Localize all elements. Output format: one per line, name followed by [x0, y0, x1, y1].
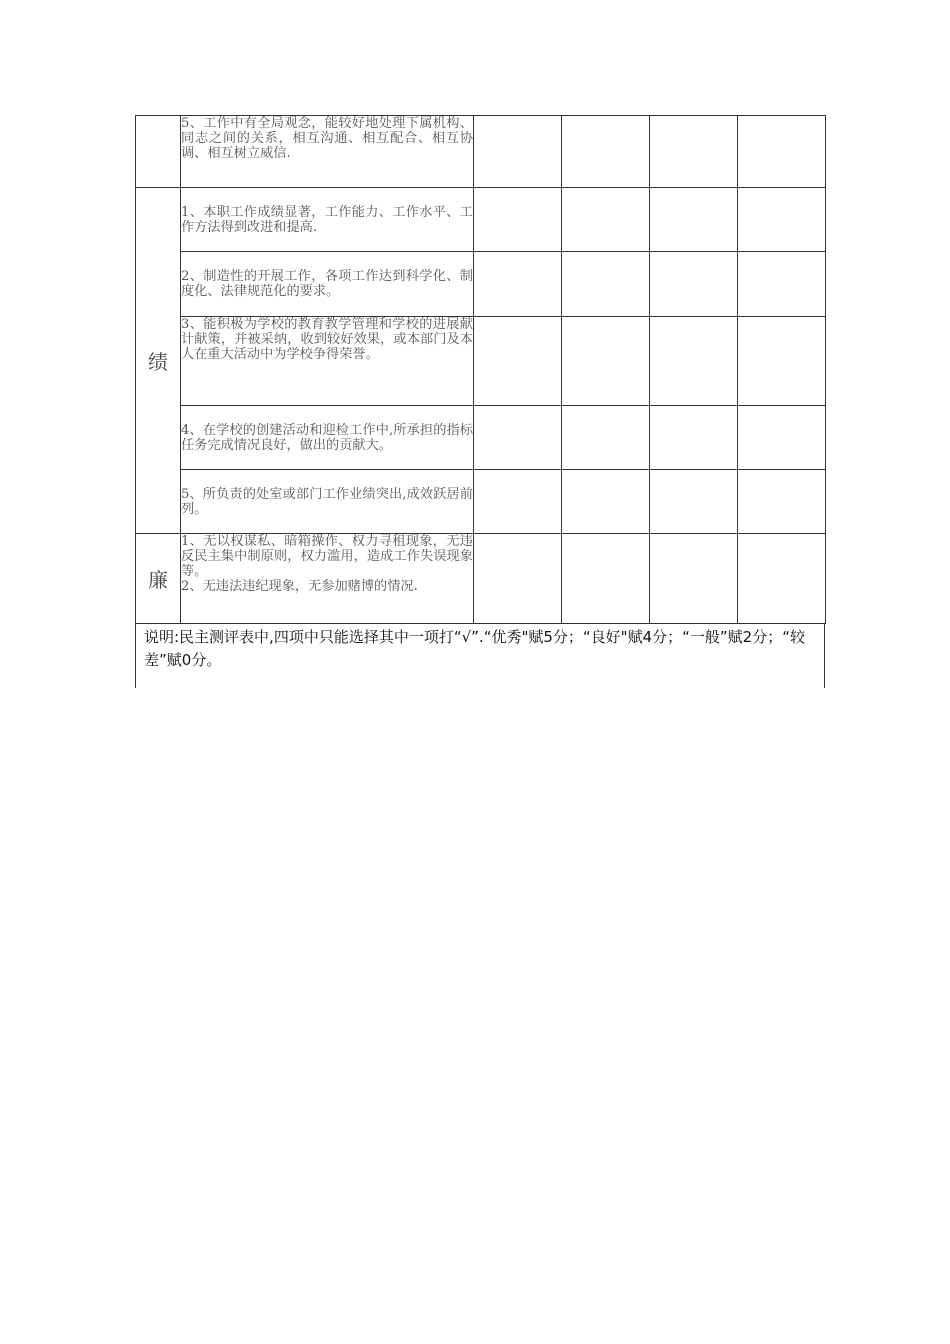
criterion-text: 5、工作中有全局观念，能较好地处理下属机构、同志之间的关系，相互沟通、相互配合、相互协调、相互树立威信.	[181, 116, 474, 188]
category-label-ji: 绩	[136, 188, 181, 534]
score-cell-poor[interactable]	[738, 317, 826, 406]
scoring-note: 说明:民主测评表中,四项中只能选择其中一项打“√”.“优秀"赋5分；“良好"赋4分；“一般”赋2分；“较差”赋0分。	[135, 624, 825, 688]
table-row	[136, 470, 826, 534]
score-cell-average[interactable]	[650, 116, 738, 188]
score-cell-average[interactable]	[650, 534, 738, 624]
score-cell-good[interactable]	[562, 470, 650, 534]
table-row	[136, 534, 826, 624]
score-cell-excellent[interactable]	[474, 406, 562, 470]
score-cell-excellent[interactable]	[474, 534, 562, 624]
score-cell-excellent[interactable]	[474, 188, 562, 252]
score-cell-average[interactable]	[650, 252, 738, 317]
score-cell-good[interactable]	[562, 406, 650, 470]
evaluation-table	[135, 115, 826, 624]
score-cell-good[interactable]	[562, 116, 650, 188]
score-cell-excellent[interactable]	[474, 470, 562, 534]
score-cell-good[interactable]	[562, 534, 650, 624]
table-row	[136, 252, 826, 317]
score-cell-good[interactable]	[562, 317, 650, 406]
score-cell-average[interactable]	[650, 188, 738, 252]
score-cell-poor[interactable]	[738, 470, 826, 534]
table-row	[136, 406, 826, 470]
score-cell-average[interactable]	[650, 406, 738, 470]
table-row	[136, 116, 826, 188]
score-cell-excellent[interactable]	[474, 317, 562, 406]
score-cell-poor[interactable]	[738, 406, 826, 470]
score-cell-average[interactable]	[650, 317, 738, 406]
category-cell-blank	[136, 116, 181, 188]
criterion-text: 1、本职工作成绩显著，工作能力、工作水平、工作方法得到改进和提高.	[181, 188, 474, 252]
score-cell-good[interactable]	[562, 252, 650, 317]
criterion-text: 5、所负责的处室或部门工作业绩突出,成效跃居前列。	[181, 470, 474, 534]
criterion-text: 2、制造性的开展工作，各项工作达到科学化、制度化、法律规范化的要求。	[181, 252, 474, 317]
score-cell-poor[interactable]	[738, 188, 826, 252]
score-cell-poor[interactable]	[738, 534, 826, 624]
criterion-line: 2、无违法违纪现象，无参加赌博的情况.	[181, 579, 418, 594]
score-cell-poor[interactable]	[738, 252, 826, 317]
score-cell-poor[interactable]	[738, 116, 826, 188]
score-cell-good[interactable]	[562, 188, 650, 252]
criterion-line: 1、无以权谋私、暗箱操作、权力寻租现象，无违反民主集中制原则，权力滥用，造成工作失误现象等。	[181, 534, 473, 579]
score-cell-excellent[interactable]	[474, 116, 562, 188]
table-row	[136, 188, 826, 252]
criterion-text: 4、在学校的创建活动和迎检工作中,所承担的指标任务完成情况良好，做出的贡献大。	[181, 406, 474, 470]
evaluation-sheet	[135, 115, 825, 688]
score-cell-excellent[interactable]	[474, 252, 562, 317]
score-cell-average[interactable]	[650, 470, 738, 534]
table-row	[136, 317, 826, 406]
criterion-text	[181, 534, 474, 624]
criterion-text: 3、能积极为学校的教育教学管理和学校的进展献计献策，并被采纳，收到较好效果，或本部门及本人在重大活动中为学校争得荣誉。	[181, 317, 474, 406]
category-label-lian: 廉	[136, 534, 181, 624]
